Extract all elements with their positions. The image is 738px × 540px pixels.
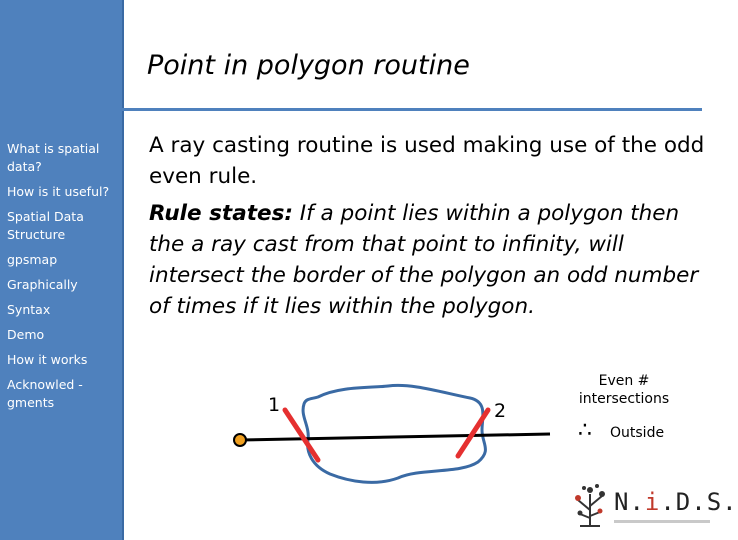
sidebar-item-gpsmap[interactable]: gpsmap (7, 252, 58, 267)
logo-wordmark (614, 488, 738, 516)
logo-accent: i (644, 488, 661, 516)
intro-paragraph: A ray casting routine is used making use of the odd even rule. (149, 133, 705, 189)
sidebar-item-how-is-it-useful[interactable]: How is it useful? (7, 184, 110, 199)
logo-suffix: .D.S. (660, 488, 738, 516)
rule-prefix: Rule states: (149, 201, 293, 226)
sidebar-item-spatial-data-structure[interactable]: Spatial Data Structure (7, 209, 84, 242)
sidebar-item-what-is-spatial-data[interactable]: What is spatial data? (7, 141, 100, 174)
sidebar-item-how-it-works[interactable]: How it works (7, 352, 88, 367)
even-intersections-note: Even # intersections (578, 373, 670, 407)
outside-conclusion: Outside (610, 425, 665, 441)
sidebar-item-syntax[interactable]: Syntax (7, 302, 51, 317)
intersection-label-1: 1 (268, 394, 281, 416)
sidebar-item-acknowledgments[interactable]: Acknowled - gments (7, 377, 83, 410)
polygon-shape (303, 385, 485, 482)
logo-underline (614, 520, 710, 523)
tree-icon (570, 480, 610, 528)
origin-point (234, 434, 246, 446)
rule-body: If a point lies within a polygon then the a ray cast from that point to infinity, will intersect the border of the polygon an odd number of times if it lies within the polygon. (149, 201, 699, 319)
logo-prefix: N. (614, 488, 645, 516)
sidebar-item-graphically[interactable]: Graphically (7, 277, 78, 292)
nids-logo (570, 480, 738, 530)
slide-title: Point in polygon routine (147, 50, 470, 81)
therefore-symbol: ∴ (578, 418, 592, 443)
intersection-label-2: 2 (494, 400, 507, 422)
sidebar-item-demo[interactable]: Demo (7, 327, 45, 342)
